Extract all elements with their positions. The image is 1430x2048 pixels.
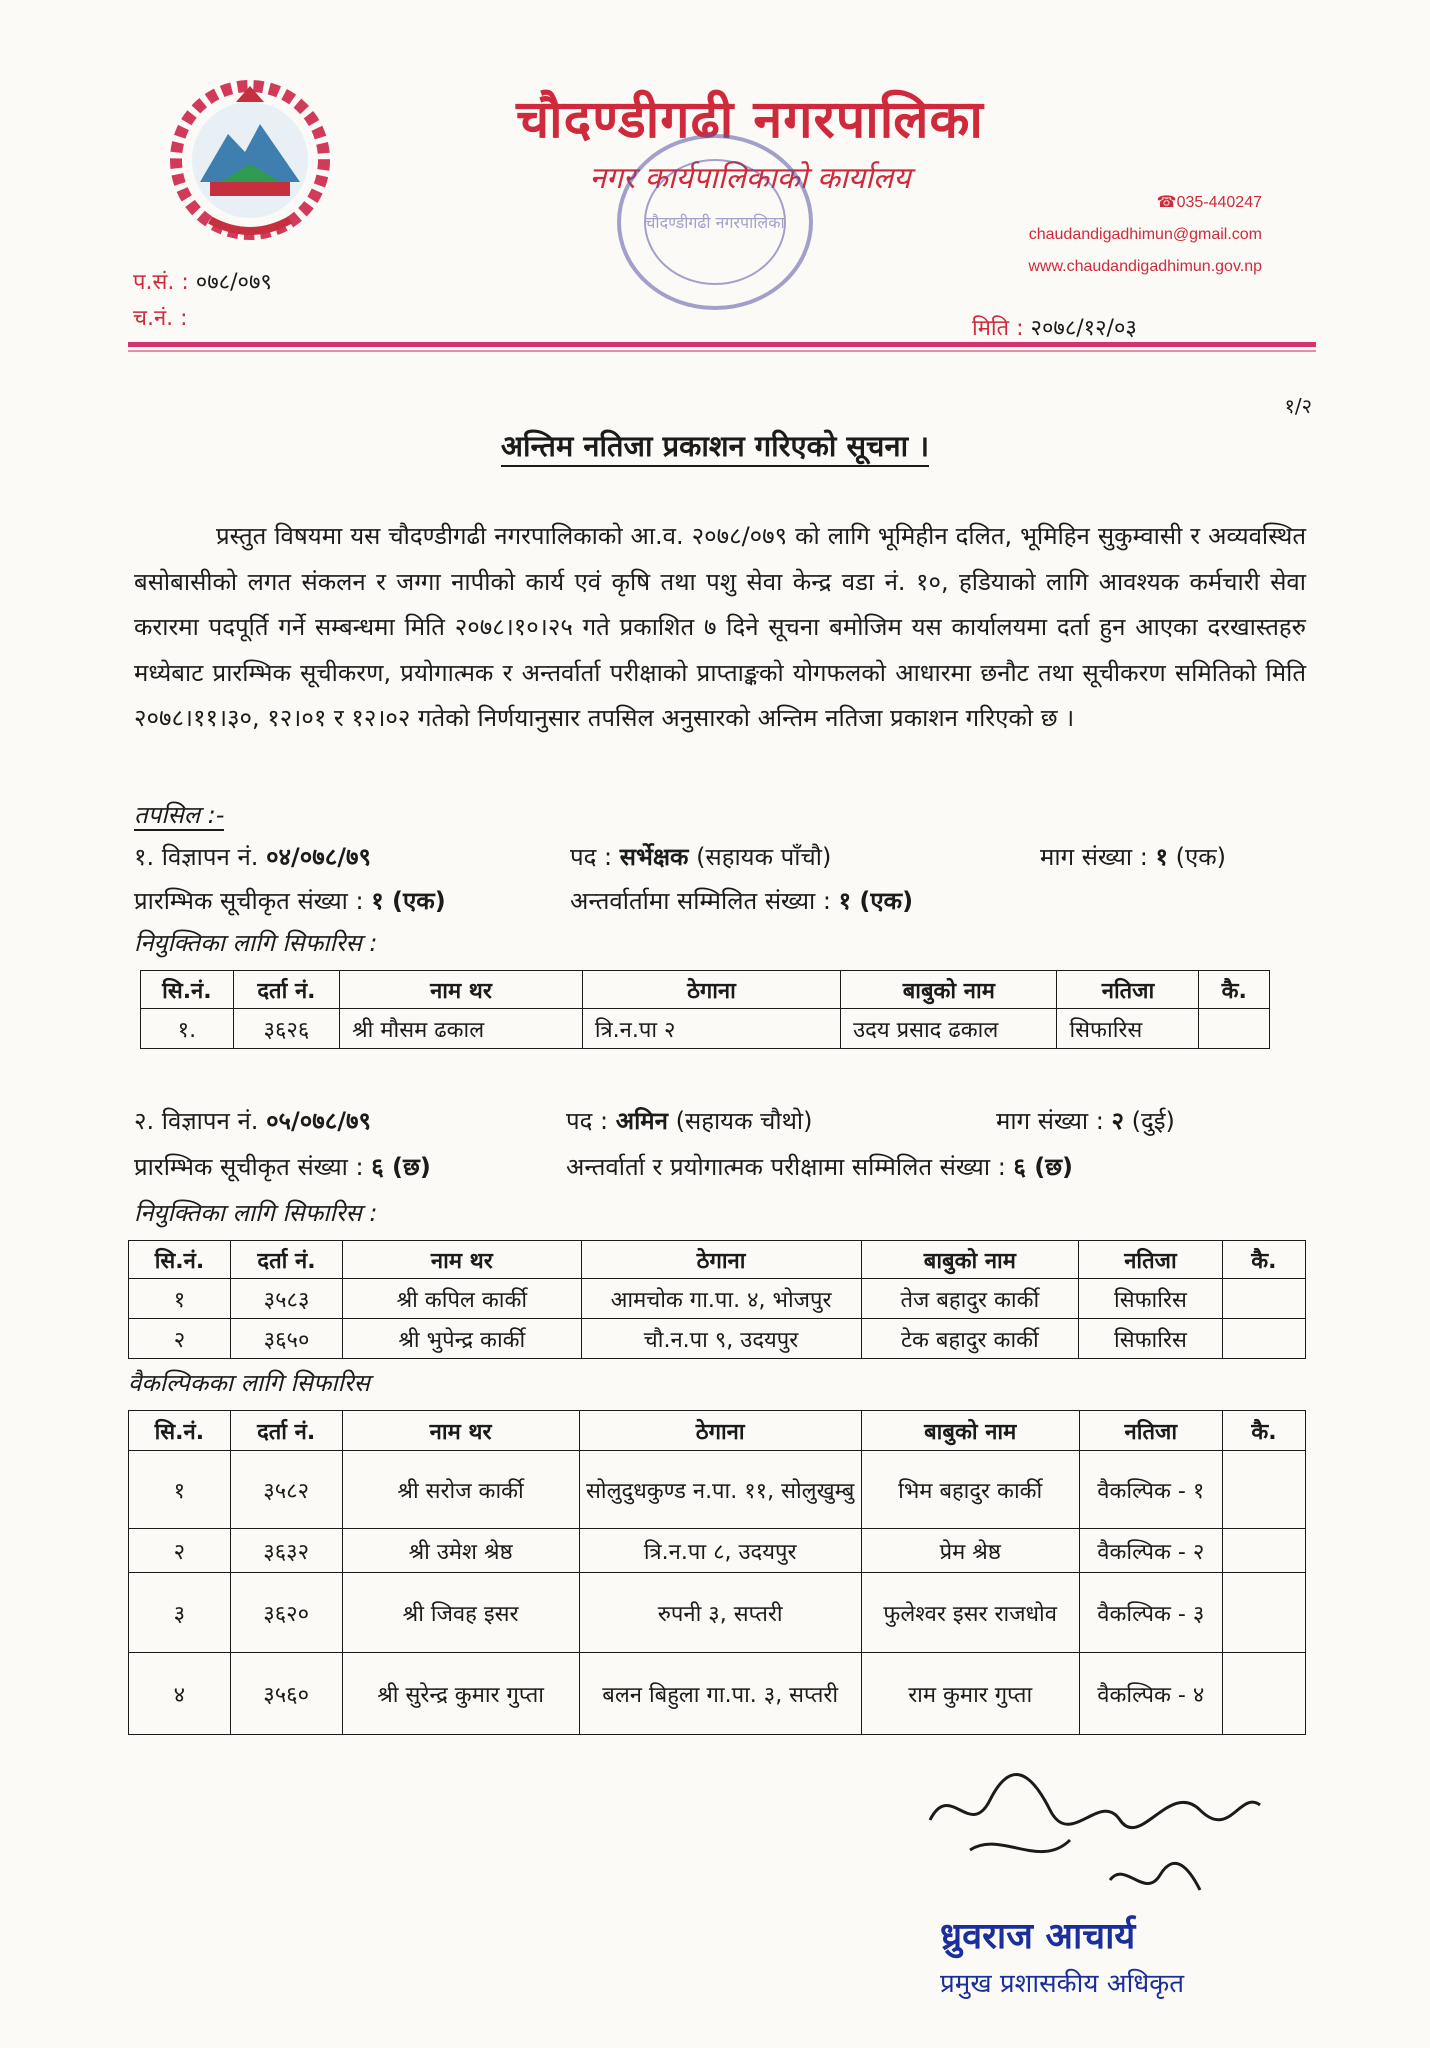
ad-2-recommend-label: नियुक्तिका लागि सिफारिस :	[134, 1199, 378, 1227]
header-divider-thin	[128, 350, 1316, 352]
notice-title: अन्तिम नतिजा प्रकाशन गरिएको सूचना ।	[0, 426, 1430, 465]
stamp-text: चौदण्डीगढी नगरपालिका	[645, 213, 785, 232]
col-address: ठेगाना	[582, 971, 840, 1009]
table-row: २ ३६५० श्री भुपेन्द्र कार्की चौ.न.पा ९, उदयपुर टेक बहादुर कार्की सिफारिस	[129, 1319, 1306, 1359]
signatory-title: प्रमुख प्रशासकीय अधिकृत	[940, 1969, 1185, 1999]
alt-table: सि.नं. दर्ता नं. नाम थर ठेगाना बाबुको नाम नतिजा कै. १ ३५८२ श्री सरोज कार्की सोलुदुधकुण्ड न.पा. ११, सोलुखुम्बु भिम बहादुर कार्की वैकल्पिक - १ २ ३६३२ श्री उमेश श्रेष्ठ त्रि.न.पा ८, उदयपुर प्रेम श्रेष्ठ वैकल्पिक - २ ३ ३६२० श्री जिवह इसर रुपनी ३, सप्तरी फुलेश्वर इसर राजधोव वैकल्पिक - ३ ४ ३५६० श्री सुरेन्द्र कुमार गुप्ता बलन बिहुला गा.पा. ३, सप्तरी राम कुमार गुप्ता वैकल्पिक - ४	[128, 1410, 1306, 1735]
letter-date	[972, 312, 1137, 342]
reference-number	[133, 266, 272, 296]
table-row: १. ३६२६ श्री मौसम ढकाल त्रि.न.पा २ उदय प्रसाद ढकाल सिफारिस	[141, 1009, 1270, 1049]
date-label: मिति :	[972, 316, 1024, 341]
dispatch-number	[133, 302, 188, 332]
date-value: २०७८/१२/०३	[1030, 316, 1137, 341]
phone-number: ☎035-440247	[1156, 194, 1262, 211]
office-name: नगर कार्यपालिकाको कार्यालय	[589, 161, 911, 196]
table-row: १ ३५८२ श्री सरोज कार्की सोलुदुधकुण्ड न.पा. ११, सोलुखुम्बु भिम बहादुर कार्की वैकल्पिक - १	[129, 1451, 1306, 1529]
tapasil-label: तपसिल :-	[134, 801, 225, 829]
alt-recommend-label: वैकल्पिकका लागि सिफारिस	[128, 1369, 370, 1397]
reference-label: प.सं. :	[133, 270, 189, 295]
header-divider	[128, 342, 1316, 347]
table-row: २ ३६३२ श्री उमेश श्रेष्ठ त्रि.न.पा ८, उदयपुर प्रेम श्रेष्ठ वैकल्पिक - २	[129, 1529, 1306, 1573]
table-row: ४ ३५६० श्री सुरेन्द्र कुमार गुप्ता बलन बिहुला गा.पा. ३, सप्तरी राम कुमार गुप्ता वैकल्पिक - ४	[129, 1653, 1306, 1735]
signatory-name: ध्रुवराज आचार्य	[940, 1916, 1136, 1957]
reference-value: ०७८/०७९	[195, 270, 272, 295]
dispatch-label: च.नं. :	[133, 306, 188, 331]
table-row: १ ३५८३ श्री कपिल कार्की आमचोक गा.पा. ४, भोजपुर तेज बहादुर कार्की सिफारिस	[129, 1279, 1306, 1319]
ad-2-table: सि.नं. दर्ता नं. नाम थर ठेगाना बाबुको नाम नतिजा कै. १ ३५८३ श्री कपिल कार्की आमचोक गा.पा. ४, भोजपुर तेज बहादुर कार्की सिफारिस २ ३६५० श्री भुपेन्द्र कार्की चौ.न.पा ९, उदयपुर टेक बहादुर कार्की सिफारिस	[128, 1240, 1306, 1359]
ad-1-recommend-label: नियुक्तिका लागि सिफारिस :	[134, 929, 378, 957]
nepal-emblem-icon	[150, 72, 350, 242]
email-address: chaudandigadhimun@gmail.com	[1028, 226, 1262, 243]
col-name: नाम थर	[340, 971, 583, 1009]
col-sn: सि.नं.	[141, 971, 234, 1009]
notice-body: प्रस्तुत विषयमा यस चौदण्डीगढी नगरपालिकाको आ.व. २०७८/०७९ को लागि भूमिहीन दलित, भूमिहिन सुकुम्वासी र अव्यवस्थित बसोबासीको लगत संकलन र जग्गा नापीको कार्य एवं कृषि तथा पशु सेवा केन्द्र वडा नं. १०, हडियाको लागि आवश्यक कर्मचारी सेवा करारमा पदपूर्ति गर्ने सम्बन्धमा मिति २०७८।१०।२५ गते प्रकाशित ७ दिने सूचना बमोजिम यस कार्यालयमा दर्ता हुन आएका दरखास्तहरु मध्येबाट प्रारम्भिक सूचीकरण, प्रयोगात्मक र अन्तर्वार्ता परीक्षाको प्राप्ताङ्कको योगफलको आधारमा छनौट तथा सूचीकरण समितिको मिति २०७८।११।३०, १२।०१ र १२।०२ गतेको निर्णयानुसार तपसिल अनुसारको अन्तिम नतिजा प्रकाशन गरिएको छ ।	[134, 522, 1306, 732]
col-remarks: कै.	[1199, 971, 1270, 1009]
website: www.chaudandigadhimun.gov.np	[1028, 258, 1262, 275]
page-number: १/२	[1284, 394, 1312, 418]
col-father: बाबुको नाम	[841, 971, 1057, 1009]
ad-1-table	[140, 970, 1270, 1049]
col-reg: दर्ता नं.	[233, 971, 339, 1009]
notice-page: चौदण्डीगढी नगरपालिका नगर कार्यपालिकाको कार्यालय चौदण्डीगढी नगरपालिका ☎035-440247 chaudandigadhimun@gmail.com www.chaudandigadhimun.gov.np प.सं. : ०७८/०७९ च.नं. : मिति : २०७८/१२/०३ १/२ अन्तिम नतिजा प्रकाशन गरिएको सूचना । प्रस्तुत विषयमा यस चौदण्डीगढी नगरपालिकाको आ.व. २०७८/०७९ को लागि भूमिहीन दलित, भूमिहिन सुकुम्वासी र अव्यवस्थित बसोबासीको लगत संकलन र जग्गा नापीको कार्य एवं कृषि तथा पशु सेवा केन्द्र वडा नं. १०, हडियाको लागि आवश्यक कर्मचारी सेवा करारमा पदपूर्ति गर्ने सम्बन्धमा मिति २०७८।१०।२५ गते प्रकाशित ७ दिने सूचना बमोजिम यस कार्यालयमा दर्ता हुन आएका दरखास्तहरु मध्येबाट प्रारम्भिक सूचीकरण, प्रयोगात्मक र अन्तर्वार्ता परीक्षाको प्राप्ताङ्कको योगफलको आधारमा छनौट तथा सूचीकरण समितिको मिति २०७८।११।३०, १२।०१ र १२।०२ गतेको निर्णयानुसार तपसिल अनुसारको अन्तिम नतिजा प्रकाशन गरिएको छ । तपसिल :- १. विज्ञापन नं. ०४/०७८/७९ पद : सर्भेक्षक (सहायक पाँचौ) माग संख्या : १ (एक) प्रारम्भिक सूचीकृत संख्या : १ (एक) अन्तर्वार्तामा सम्मिलित संख्या : १ (एक) नियुक्तिका लागि सिफारिस : सि.नं. दर्ता नं. नाम थर ठेगाना बाबुको नाम नतिजा कै. १. ३६२६ श्री मौसम ढकाल त्रि.न.पा २ उदय प्रसाद ढकाल सिफारिस २. विज्ञापन नं. ०५/०७८/७९ पद : अमिन (सहायक चौथो) माग संख्या : २ (दुई) प्रारम्भिक सूचीकृत संख्या : ६ (छ) अन्तर्वार्ता र प्रयोगात्मक परीक्षामा सम्मिलित संख्या : ६ (छ) नियुक्तिका लागि सिफारिस : सि.नं. दर्ता नं. नाम थर ठेगाना बाबुको नाम नतिजा कै. १ ३५८३ श्री कपिल कार्की आमचोक गा.पा. ४, भोजपुर तेज बहादुर कार्की सिफारिस २ ३६५० श्री भुपेन्द्र कार्की चौ.न.पा ९, उदयपुर टेक बहादुर कार्की सिफारिस वैकल्पिकका लागि सिफारिस सि.नं. दर्ता नं. नाम थर ठेगाना बाबुको नाम नतिजा कै. १ ३५८२ श्री सरोज कार्की सोलुदुधकुण्ड न.पा. ११, सोलुखुम्बु भिम बहादुर कार्की वैकल्पिक - १ २ ३६३२ श्री उमेश श्रेष्ठ त्रि.न.पा ८, उदयपुर प्रेम श्रेष्ठ वैकल्पिक - २ ३ ३६२० श्री जिवह इसर रुपनी ३, सप्तरी फुलेश्वर इसर राजधोव वैकल्पिक - ३ ४ ३५६० श्री सुरेन्द्र कुमार गुप्ता बलन बिहुला गा.पा. ३, सप्तरी राम कुमार गुप्ता वैकल्पिक - ४ ध्रुवराज आचार्य प्रमुख प्रशासकीय अधिकृत	[0, 0, 1430, 2048]
table-row: ३ ३६२० श्री जिवह इसर रुपनी ३, सप्तरी फुलेश्वर इसर राजधोव वैकल्पिक - ३	[129, 1573, 1306, 1653]
org-name: चौदण्डीगढी नगरपालिका	[516, 89, 984, 150]
office-stamp	[605, 122, 825, 322]
col-result: नतिजा	[1057, 971, 1199, 1009]
